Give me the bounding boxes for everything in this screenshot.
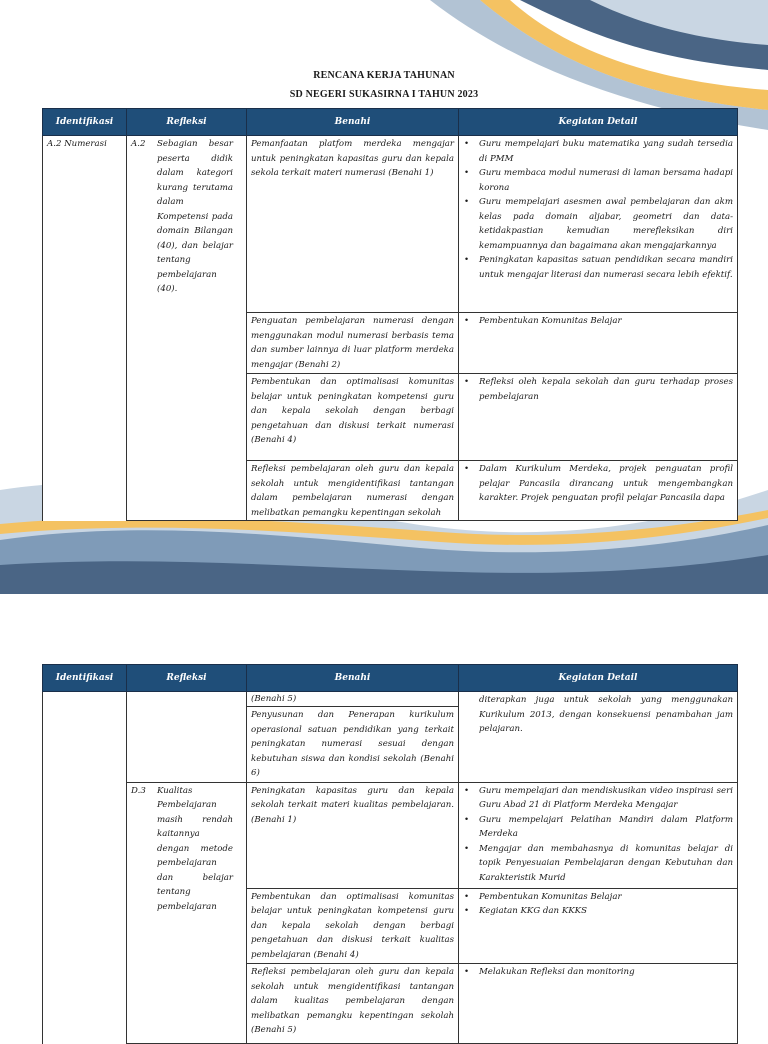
header-kegiatan-detail: Kegiatan Detail [459,109,738,136]
kegiatan-cell [459,461,738,521]
kegiatan-cell [459,888,738,964]
kegiatan-item: • Pembentukan Komunitas Belajar [479,314,733,329]
refleksi-text: Sebagian besar peserta didik dalam kategori kurang terutama dalam Kompetensi pada domain Bilangan (40), dan belajar tentang pembelajaran (40). [157,139,233,294]
refleksi-cell [127,692,247,783]
refleksi-code: A.2 [131,139,146,149]
benahi-text: Pemanfaatan platfom merdeka mengajar untuk peningkatan kapasitas guru dan kepala sekola terkait materi numerasi (Benahi 1) [251,139,454,178]
table-header-row [43,665,738,692]
kegiatan-item: • Refleksi oleh kepala sekolah dan guru terhadap proses pembelajaran [479,375,733,404]
kegiatan-item: • Guru mempelajari Pelatihan Mandiri dalam Platform Merdeka [479,813,733,842]
kegiatan-item: • Guru mempelajari dan mendiskusikan video inspirasi seri Guru Abad 21 di Platform Merdeka Mengajar [479,784,733,813]
benahi-text: Refleksi pembelajaran oleh guru dan kepala sekolah untuk mengidentifikasi tantangan dalam kualitas pembelajaran dengan melibatkan pemangku kepentingan sekolah (Benahi 5) [251,967,454,1035]
table-header-row [43,109,738,136]
benahi-text: Pembentukan dan optimalisasi komunitas belajar untuk peningkatan kompetensi guru dan kepala sekolah dengan berbagi pengetahuan dan diskusi terkait kualitas pembelajaran (Benahi 4) [251,891,454,960]
benahi-text: Penyusunan dan Penerapan kurikulum operasional satuan pendidikan yang terkait peningkatan numerasi sesuai dengan kebutuhan siswa dan kondisi sekolah (Benahi 6) [251,710,454,778]
kegiatan-list [463,965,733,980]
identifikasi-cell [43,692,127,1044]
benahi-text: Peningkatan kapasitas guru dan kepala sekolah terkait materi kualitas pembelajaran. (Benahi 1) [251,785,454,825]
kegiatan-cell [459,964,738,1044]
kegiatan-item: • Dalam Kurikulum Merdeka, projek penguatan profil pelajar Pancasila dirancang untuk mengembangkan karakter. Projek penguatan profil pelajar Pancasila dapa [479,462,733,506]
refleksi-cell [127,782,247,1044]
document-title-line2: SD NEGERI SUKASIRNA I TAHUN 2023 [289,89,479,100]
kegiatan-list [463,462,733,506]
header-benahi: Benahi [247,665,459,692]
table-row [43,692,738,707]
benahi-text: (Benahi 5) [251,694,297,704]
benahi-text: Refleksi pembelajaran oleh guru dan kepala sekolah untuk mengidentifikasi tantangan dalam pembelajaran numerasi dengan melibatkan pemangku kepentingan sekolah [251,464,454,518]
kegiatan-list [463,314,733,329]
kegiatan-item: • Peningkatan kapasitas satuan pendidikan secara mandiri untuk mengajar literasi dan numerasi secara lebih efektif. [479,253,733,282]
benahi-cell [247,313,459,374]
rkt-table-page1 [42,108,738,521]
kegiatan-item: • Mengajar dan membahasnya di komunitas belajar di topik Penyesuaian Pembelajaran dengan Kebutuhan dan Karakteristik Murid [479,842,733,886]
kegiatan-cell [459,692,738,783]
kegiatan-item: • Guru membaca modul numerasi di laman bersama hadapi korona [479,166,733,195]
benahi-text: Pembentukan dan optimalisasi komunitas belajar untuk peningkatan kompetensi guru dan kepala sekolah dengan berbagi pengetahuan dan diskusi terkait numerasi (Benahi 4) [251,377,454,445]
kegiatan-list [463,375,733,404]
table-row [43,136,738,313]
header-identifikasi: Identifikasi [43,109,127,136]
kegiatan-item: • Melakukan Refleksi dan monitoring [479,965,733,980]
kegiatan-continuation: diterapkan juga untuk sekolah yang menggunakan Kurikulum 2013, dengan konsekuensi penambahan jam pelajaran. [479,695,733,734]
header-refleksi: Refleksi [127,109,247,136]
kegiatan-list [463,784,733,886]
benahi-text: Penguatan pembelajaran numerasi dengan menggunakan modul numerasi berbasis tema dan sumber lainnya di luar platform merdeka mengajar (Benahi 2) [251,316,454,370]
kegiatan-cell [459,313,738,374]
document-page-2 [0,594,768,1035]
table-row [43,782,738,888]
kegiatan-item: • Guru mempelajari asesmen awal pembelajaran dan akm kelas pada domain aljabar, geometri dan data-ketidakpastian kemudian merefleksikan diri kemampuannya dan bagaimana akan mengajarkannya [479,195,733,253]
benahi-cell [247,782,459,888]
header-benahi: Benahi [247,109,459,136]
kegiatan-cell [459,136,738,313]
identifikasi-cell [43,136,127,521]
kegiatan-list [463,890,733,919]
header-kegiatan-detail: Kegiatan Detail [459,665,738,692]
kegiatan-item: • Guru mempelajari buku matematika yang sudah tersedia di PMM [479,137,733,166]
benahi-cell [247,374,459,461]
benahi-cell [247,461,459,521]
refleksi-code: D.3 [131,785,146,796]
kegiatan-item: • Pembentukan Komunitas Belajar [479,890,733,905]
header-refleksi: Refleksi [127,665,247,692]
benahi-cell [247,888,459,964]
benahi-cell [247,707,459,783]
benahi-cell [247,136,459,313]
document-title-line1: RENCANA KERJA TAHUNAN [313,70,455,81]
header-identifikasi: Identifikasi [43,665,127,692]
kegiatan-cell [459,374,738,461]
refleksi-cell [127,136,247,521]
rkt-table-page2 [42,664,738,1044]
benahi-cell [247,964,459,1044]
identifikasi-text: A.2 Numerasi [47,139,107,149]
kegiatan-item: • Kegiatan KKG dan KKKS [479,904,733,919]
benahi-cell [247,692,459,707]
refleksi-text: Kualitas Pembelajaran masih rendah kaitannya dengan metode pembelajaran dan belajar tentang pembelajaran [157,785,233,912]
kegiatan-list [463,137,733,282]
kegiatan-cell [459,782,738,888]
